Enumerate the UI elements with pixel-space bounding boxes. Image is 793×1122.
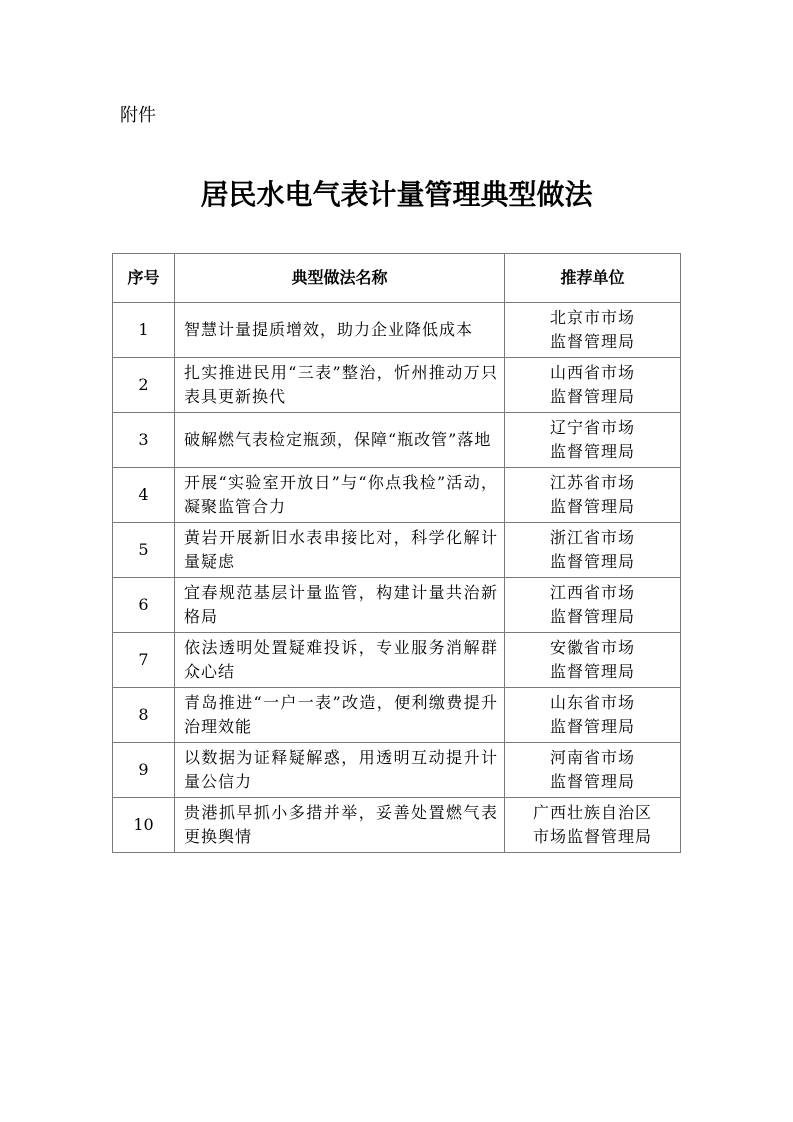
recommending-unit: [505, 798, 681, 853]
practice-name: 破解燃气表检定瓶颈，保障“瓶改管”落地: [175, 413, 505, 468]
header-recommending-unit: 推荐单位: [505, 254, 681, 303]
unit-line-2: 监督管理局: [549, 387, 635, 406]
practice-name: 青岛推进“一户一表”改造，便利缴费提升治理效能: [175, 688, 505, 743]
recommending-unit: [505, 743, 681, 798]
row-number: 5: [113, 523, 175, 578]
unit-line-2: 监督管理局: [549, 442, 635, 461]
row-number: 1: [113, 303, 175, 358]
unit-line-2: 市场监督管理局: [532, 827, 652, 846]
practice-name: 以数据为证释疑解惑，用透明互动提升计量公信力: [175, 743, 505, 798]
unit-line-2: 监督管理局: [549, 772, 635, 791]
attachment-label: 附件: [120, 105, 156, 126]
unit-line-2: 监督管理局: [549, 332, 635, 351]
practice-name: 贵港抓早抓小多措并举，妥善处置燃气表更换舆情: [175, 798, 505, 853]
recommending-unit: [505, 578, 681, 633]
table-row: [113, 633, 681, 688]
table-row: [113, 578, 681, 633]
recommending-unit: [505, 468, 681, 523]
recommending-unit: [505, 523, 681, 578]
recommending-unit: [505, 633, 681, 688]
table-header-row: [113, 254, 681, 303]
unit-line-1: 山西省市场: [549, 363, 635, 382]
row-number: 8: [113, 688, 175, 743]
document-title: 居民水电气表计量管理典型做法: [200, 178, 593, 211]
unit-line-2: 监督管理局: [549, 497, 635, 516]
header-serial-number: 序号: [113, 254, 175, 303]
row-number: 4: [113, 468, 175, 523]
header-practice-name: 典型做法名称: [175, 254, 505, 303]
unit-line-1: 山东省市场: [549, 693, 635, 712]
table-row: [113, 413, 681, 468]
row-number: 7: [113, 633, 175, 688]
recommending-unit: [505, 358, 681, 413]
recommending-unit: [505, 413, 681, 468]
row-number: 10: [113, 798, 175, 853]
table-row: [113, 468, 681, 523]
practice-name: 智慧计量提质增效，助力企业降低成本: [175, 303, 505, 358]
practices-table: [112, 253, 681, 853]
practice-name: 扎实推进民用“三表”整治，忻州推动万只表具更新换代: [175, 358, 505, 413]
unit-line-2: 监督管理局: [549, 662, 635, 681]
table-row: [113, 688, 681, 743]
row-number: 2: [113, 358, 175, 413]
practice-name: 开展“实验室开放日”与“你点我检”活动，凝聚监管合力: [175, 468, 505, 523]
unit-line-1: 浙江省市场: [549, 528, 635, 547]
row-number: 3: [113, 413, 175, 468]
table-row: [113, 303, 681, 358]
row-number: 9: [113, 743, 175, 798]
unit-line-1: 江苏省市场: [549, 473, 635, 492]
unit-line-1: 辽宁省市场: [549, 418, 635, 437]
unit-line-1: 河南省市场: [549, 748, 635, 767]
practice-name: 依法透明处置疑难投诉，专业服务消解群众心结: [175, 633, 505, 688]
unit-line-2: 监督管理局: [549, 552, 635, 571]
unit-line-1: 广西壮族自治区: [532, 803, 652, 822]
unit-line-2: 监督管理局: [549, 607, 635, 626]
table-row: [113, 743, 681, 798]
unit-line-1: 安徽省市场: [549, 638, 635, 657]
table-row: [113, 523, 681, 578]
row-number: 6: [113, 578, 175, 633]
table-row: [113, 798, 681, 853]
unit-line-1: 北京市市场: [549, 308, 635, 327]
unit-line-1: 江西省市场: [549, 583, 635, 602]
recommending-unit: [505, 688, 681, 743]
recommending-unit: [505, 303, 681, 358]
unit-line-2: 监督管理局: [549, 717, 635, 736]
practice-name: 黄岩开展新旧水表串接比对，科学化解计量疑虑: [175, 523, 505, 578]
table-row: [113, 358, 681, 413]
practice-name: 宜春规范基层计量监管，构建计量共治新格局: [175, 578, 505, 633]
